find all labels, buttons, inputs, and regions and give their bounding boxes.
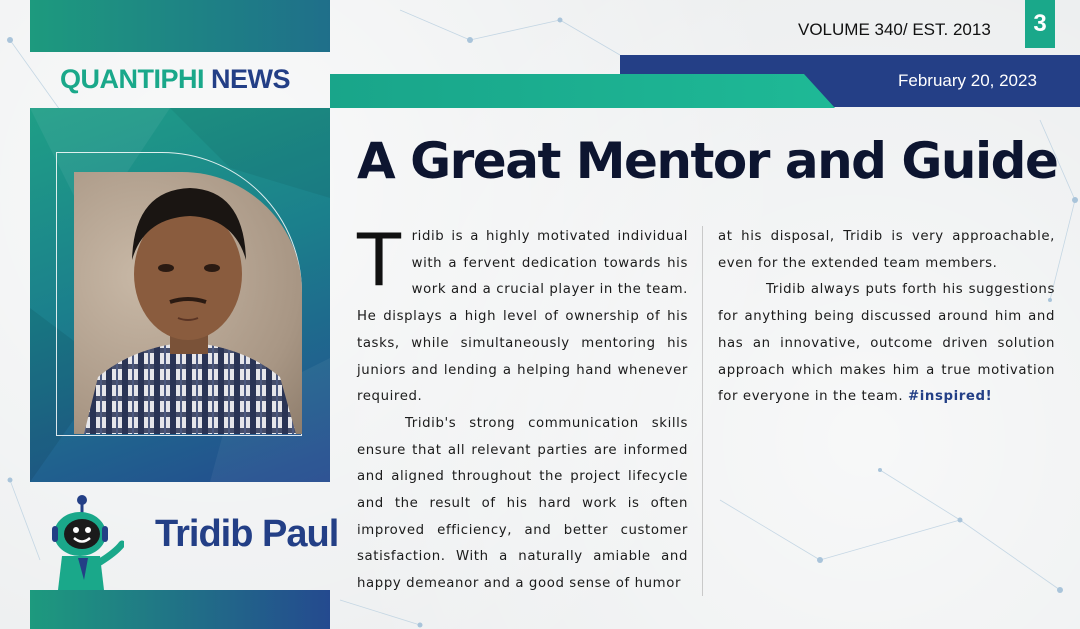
page-number-badge: 3: [1025, 0, 1055, 48]
brand-part2: NEWS: [211, 64, 291, 94]
paragraph-3: [718, 277, 1055, 411]
bottom-accent-bar: [30, 590, 330, 629]
hashtag-link[interactable]: #inspired!: [908, 389, 993, 405]
issue-date: February 20, 2023: [898, 71, 1037, 90]
volume-info: VOLUME 340/ EST. 2013: [798, 20, 991, 39]
header-teal-band: [330, 74, 835, 108]
column-divider: [702, 226, 703, 596]
paragraph-2-continued: at his disposal, Tridib is very approachable, even for the extended team members.: [718, 229, 1055, 271]
brand-part1: QUANTIPHI: [60, 64, 204, 94]
drop-cap: T: [357, 218, 402, 302]
article-column-1: [357, 218, 688, 598]
profile-photo: [74, 172, 302, 434]
robot-mascot-icon: [44, 492, 124, 592]
paragraph-1: [357, 218, 688, 411]
paragraph-2: Tridib's strong communication skills ensure that all relevant parties are informed and aligned throughout the project lifecycle and the result of his hard work is often improved efficiency, and better customer satisfaction. With a naturally amiable and happy demeanor and a good sense of humor: [357, 415, 688, 592]
paragraph-3-text: Tridib always puts forth his suggestions for anything being discussed around him and has an innovative, outcome driven solution approach which makes him a true motivation for everyone in the team.: [718, 282, 1055, 405]
article-column-2: [718, 224, 1055, 411]
top-accent-bar: [30, 0, 330, 52]
paragraph-1-text: ridib is a highly motivated individual with a fervent dedication towards his work and a crucial player in the team. He displays a high level of ownership of his tasks, while simultaneously mentoring his juniors and lending a helping hand whenever required.: [357, 229, 688, 405]
person-name: Tridib Paul: [155, 513, 339, 555]
article-headline: A Great Mentor and Guide: [357, 132, 1058, 190]
brand-logo-text: [60, 64, 290, 95]
person-portrait-illustration: [74, 172, 302, 434]
